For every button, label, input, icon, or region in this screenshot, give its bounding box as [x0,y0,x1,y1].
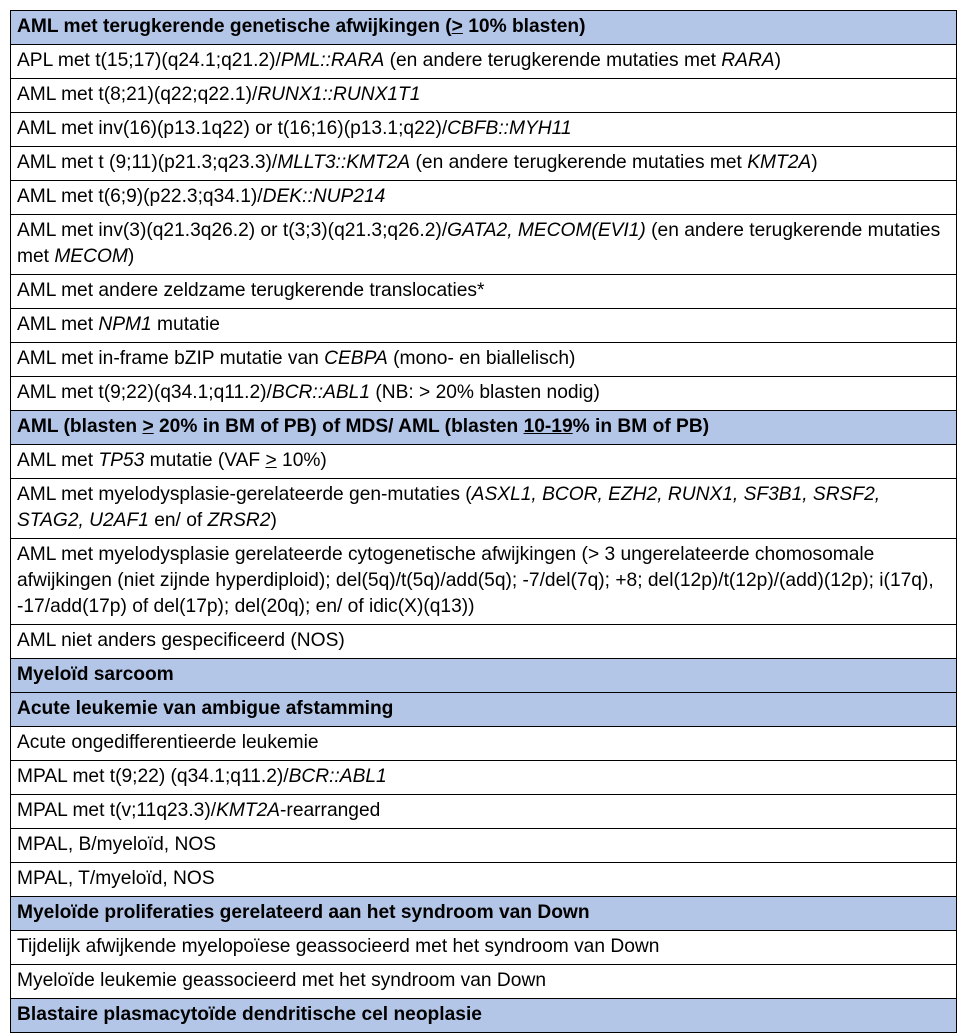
table-row [11,343,957,377]
table-row [11,727,957,761]
underlined-text: > [142,416,154,437]
table-row [11,829,957,863]
cell-text: AML met inv(16)(p13.1q22) or t(16;16)(p13.1;q22)/ [17,118,448,139]
gene-name-text: CBFB::MYH11 [447,118,572,139]
cell-text: AML met myelodysplasie gerelateerde cytogenetische afwijkingen (> 3 ungerelateerde chomosomale afwijkingen (niet zijnde hyperdiploid); del(5q)/t(5q)/add(5q); -7/del(7q); +8; del(12p)/t(12p)/(add)(12p); i(17q), -17/add(17p) of del(17p); del(20q); en/ of idic(X)(q13)) [17,544,934,617]
cell-text: AML met terugkerende genetische afwijkingen ( [17,16,452,37]
cell-text: en/ of [148,510,208,531]
cell-text: mutatie (VAF [144,450,266,471]
table-cell [11,309,957,343]
cell-text: Acute leukemie van ambigue afstamming [17,698,394,719]
cell-text: APL met t(15;17)(q24.1;q21.2)/ [17,50,281,71]
cell-text: ) [127,246,135,267]
cell-text: (en andere terugkerende mutaties met [17,220,941,267]
cell-text: (en andere terugkerende mutaties met [384,50,722,71]
section-header-row [11,659,957,693]
gene-name-text: ASXL1, BCOR, EZH2, RUNX1, SF3B1, SRSF2, STAG2, U2AF1 [17,484,881,531]
cell-text: mutatie [151,314,220,335]
table-row [11,45,957,79]
cell-text: AML met [17,314,99,335]
gene-name-text: GATA2, MECOM(EVI1) [447,220,646,241]
cell-text: AML met t(8;21)(q22;q22.1)/ [17,84,258,105]
cell-text: AML (blasten [17,416,143,437]
gene-name-text: BCR::ABL1 [288,766,387,787]
table-cell [11,931,957,965]
table-cell [11,445,957,479]
cell-text: AML met t (9;11)(p21.3;q23.3)/ [17,152,278,173]
table-row [11,309,957,343]
section-header-cell [11,693,957,727]
gene-name-text: NPM1 [98,314,152,335]
table-cell [11,479,957,539]
cell-text: Blastaire plasmacytoïde dendritische cel neoplasie [17,1004,482,1025]
classification-table-container [10,10,957,1033]
gene-name-text: MECOM [54,246,128,267]
table-cell [11,79,957,113]
cell-text: Tijdelijk afwijkende myelopoïese geassocieerd met het syndroom van Down [17,936,660,957]
table-row [11,863,957,897]
table-row [11,539,957,625]
cell-text: MPAL met t(v;11q23.3)/ [17,800,217,821]
section-header-row [11,999,957,1033]
cell-text: Myeloïde proliferaties gerelateerd aan het syndroom van Down [17,902,590,923]
table-row [11,79,957,113]
cell-text: Acute ongedifferentieerde leukemie [17,732,319,753]
gene-name-text: PML::RARA [280,50,385,71]
cell-text: AML niet anders gespecificeerd (NOS) [17,630,345,651]
cell-text: MPAL met t(9;22) (q34.1;q11.2)/ [17,766,289,787]
table-cell [11,181,957,215]
gene-name-text: RARA [721,50,775,71]
table-row [11,377,957,411]
table-row [11,147,957,181]
table-row [11,965,957,999]
table-cell [11,829,957,863]
table-cell [11,377,957,411]
gene-name-text: TP53 [98,450,145,471]
gene-name-text: MLLT3::KMT2A [277,152,411,173]
section-header-cell [11,897,957,931]
table-cell [11,761,957,795]
section-header-cell [11,659,957,693]
gene-name-text: DEK::NUP214 [262,186,386,207]
table-row [11,445,957,479]
table-cell [11,343,957,377]
table-row [11,275,957,309]
gene-name-text: ZRSR2 [207,510,271,531]
cell-text: 20% in BM of PB) of MDS/ AML (blasten [153,416,524,437]
table-cell [11,727,957,761]
table-row [11,761,957,795]
cell-text: AML met t(6;9)(p22.3;q34.1)/ [17,186,263,207]
section-header-row [11,411,957,445]
table-row [11,931,957,965]
cell-text: AML met in-frame bZIP mutatie van [17,348,325,369]
gene-name-text: RUNX1::RUNX1T1 [257,84,421,105]
section-header-cell [11,411,957,445]
table-cell [11,45,957,79]
section-header-row [11,693,957,727]
table-row [11,181,957,215]
table-cell [11,215,957,275]
table-row [11,113,957,147]
cell-text: 10%) [276,450,327,471]
table-cell [11,625,957,659]
cell-text: Myeloïd sarcoom [17,664,174,685]
section-header-row [11,897,957,931]
cell-text: 10% blasten) [462,16,586,37]
cell-text: Myeloïde leukemie geassocieerd met het syndroom van Down [17,970,546,991]
cell-text: MPAL, T/myeloïd, NOS [17,868,215,889]
section-header-cell [11,999,957,1033]
cell-text: -rearranged [280,800,381,821]
table-row [11,215,957,275]
cell-text: AML met t(9;22)(q34.1;q11.2)/ [17,382,272,403]
cell-text: AML met [17,450,99,471]
section-header-cell [11,11,957,45]
classification-table-body [11,11,957,1033]
table-cell [11,147,957,181]
cell-text: (en andere terugkerende mutaties met [410,152,748,173]
cell-text: ) [774,50,781,71]
table-row [11,479,957,539]
underlined-text: 10-19 [523,416,573,437]
cell-text: (mono- en biallelisch) [387,348,576,369]
table-cell [11,113,957,147]
gene-name-text: BCR::ABL1 [271,382,371,403]
cell-text: ) [811,152,818,173]
table-cell [11,539,957,625]
cell-text: MPAL, B/myeloïd, NOS [17,834,217,855]
section-header-row [11,11,957,45]
underlined-text: > [265,450,277,471]
gene-name-text: KMT2A [747,152,812,173]
cell-text: AML met inv(3)(q21.3q26.2) or t(3;3)(q21.3;q26.2)/ [17,220,448,241]
cell-text: AML met myelodysplasie-gerelateerde gen-mutaties ( [17,484,472,505]
cell-text: (NB: > 20% blasten nodig) [370,382,600,403]
table-cell [11,275,957,309]
table-cell [11,795,957,829]
table-row [11,625,957,659]
table-cell [11,863,957,897]
underlined-text: > [451,16,463,37]
cell-text: % in BM of PB) [572,416,710,437]
gene-name-text: KMT2A [216,800,281,821]
cell-text: AML met andere zeldzame terugkerende translocaties* [17,280,485,301]
gene-name-text: CEBPA [324,348,388,369]
cell-text: ) [270,510,277,531]
table-cell [11,965,957,999]
classification-table [10,10,957,1033]
table-row [11,795,957,829]
